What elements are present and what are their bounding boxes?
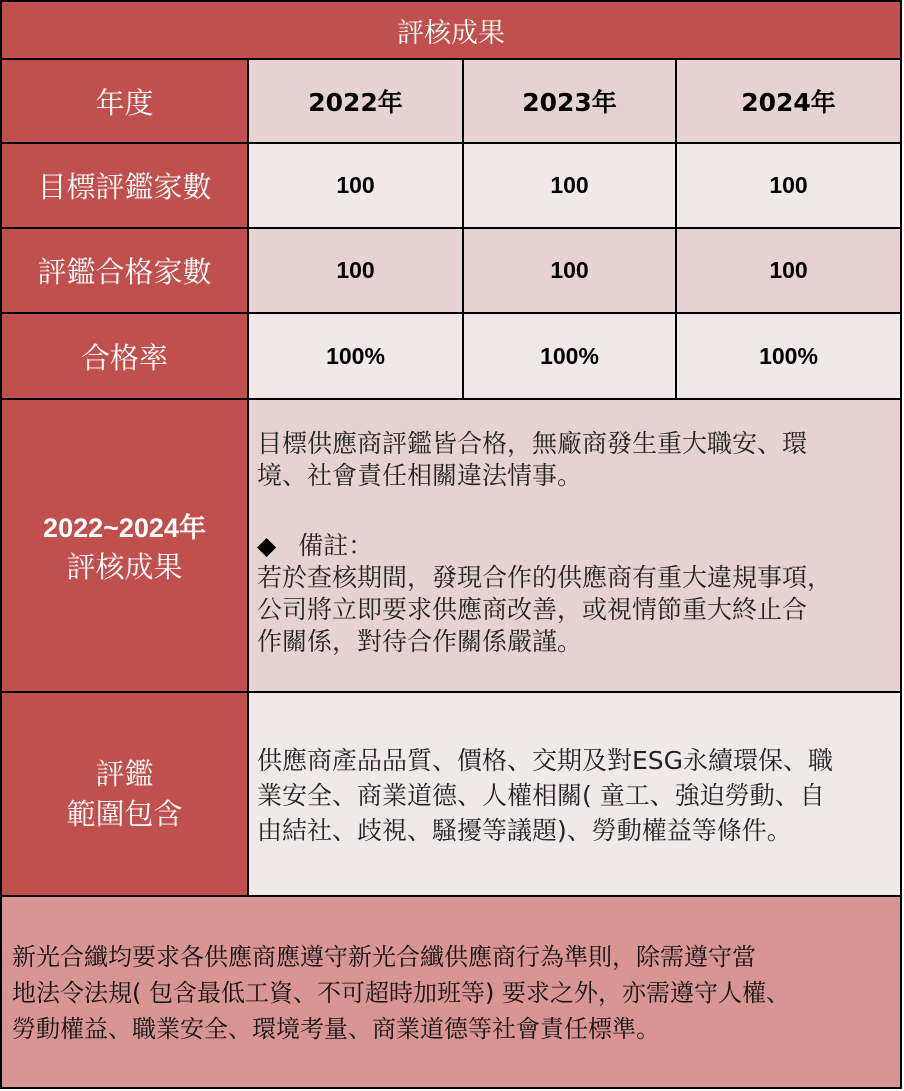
table-cell bbox=[464, 314, 677, 400]
table-cell bbox=[249, 314, 464, 400]
scope-label-line2: 範圍包含 bbox=[66, 797, 183, 831]
footer-text-line: 地法令法規( 包含最低工資、不可超時加班等) 要求之外，亦需遵守人權、 bbox=[12, 979, 790, 1007]
table-title bbox=[0, 0, 902, 60]
note-text-line: 作關係，對待合作關係嚴謹。 bbox=[257, 627, 583, 656]
cell-value: 100 bbox=[550, 257, 589, 283]
year-2024-text: 2024年 bbox=[741, 88, 836, 117]
table-cell bbox=[677, 314, 902, 400]
table-cell bbox=[464, 144, 677, 229]
year-header-2023 bbox=[464, 60, 677, 144]
cell-value: 100 bbox=[336, 172, 375, 198]
results-label-years: 2022~2024年 bbox=[43, 512, 206, 543]
footer-text-line: 勞動權益、職業安全、環境考量、商業道德等社會責任標準。 bbox=[12, 1015, 660, 1043]
scope-description bbox=[249, 693, 902, 897]
cell-value: 100% bbox=[326, 342, 385, 369]
footer-statement bbox=[0, 897, 902, 1089]
row-label-pass-rate bbox=[0, 314, 249, 400]
note-text-line: 若於查核期間，發現合作的供應商有重大違規事項， bbox=[257, 563, 833, 592]
cell-value: 100 bbox=[336, 257, 375, 283]
cell-value: 100% bbox=[759, 342, 818, 369]
year-header-label bbox=[0, 60, 249, 144]
row-label-results bbox=[0, 400, 249, 693]
row-label-scope bbox=[0, 693, 249, 897]
results-description bbox=[249, 400, 902, 693]
cell-value: 100 bbox=[769, 172, 808, 198]
note-label: 備註： bbox=[298, 531, 374, 560]
diamond-bullet-icon: ◆ bbox=[257, 531, 277, 560]
year-header-2024 bbox=[677, 60, 902, 144]
row-label-text: 合格率 bbox=[80, 340, 168, 375]
row-label-passed-count bbox=[0, 229, 249, 314]
year-header-text: 年度 bbox=[95, 85, 154, 120]
table-cell bbox=[464, 229, 677, 314]
row-label-target-count bbox=[0, 144, 249, 229]
table-cell bbox=[249, 229, 464, 314]
cell-value: 100% bbox=[540, 342, 599, 369]
table-cell bbox=[249, 144, 464, 229]
cell-value: 100 bbox=[769, 257, 808, 283]
scope-label-line1: 評鑑 bbox=[95, 757, 154, 791]
table-title-text: 評核成果 bbox=[397, 17, 505, 49]
year-header-2022 bbox=[249, 60, 464, 144]
scope-text-line: 供應商產品品質、價格、交期及對ESG永續環保、職 bbox=[257, 746, 834, 775]
footer-text-line: 新光合纖均要求各供應商應遵守新光合纖供應商行為準則，除需遵守當 bbox=[12, 943, 756, 971]
results-text-line: 境、社會責任相關違法情事。 bbox=[257, 461, 583, 490]
note-heading bbox=[257, 524, 892, 562]
row-label-text: 評鑑合格家數 bbox=[37, 255, 212, 289]
scope-text-line: 業安全、商業道德、人權相關( 童工、強迫勞動、自 bbox=[257, 781, 825, 810]
scope-text-line: 由結社、歧視、騷擾等議題)、勞動權益等條件。 bbox=[257, 816, 792, 845]
year-2022-text: 2022年 bbox=[308, 88, 403, 117]
results-text-line: 目標供應商評鑑皆合格，無廠商發生重大職安、環 bbox=[257, 429, 808, 458]
table-cell bbox=[677, 229, 902, 314]
year-2023-text: 2023年 bbox=[522, 88, 617, 117]
table-cell bbox=[677, 144, 902, 229]
row-label-text: 目標評鑑家數 bbox=[37, 170, 212, 204]
cell-value: 100 bbox=[550, 172, 589, 198]
note-text-line: 公司將立即要求供應商改善，或視情節重大終止合 bbox=[257, 595, 808, 624]
results-label-text: 評核成果 bbox=[66, 549, 183, 584]
